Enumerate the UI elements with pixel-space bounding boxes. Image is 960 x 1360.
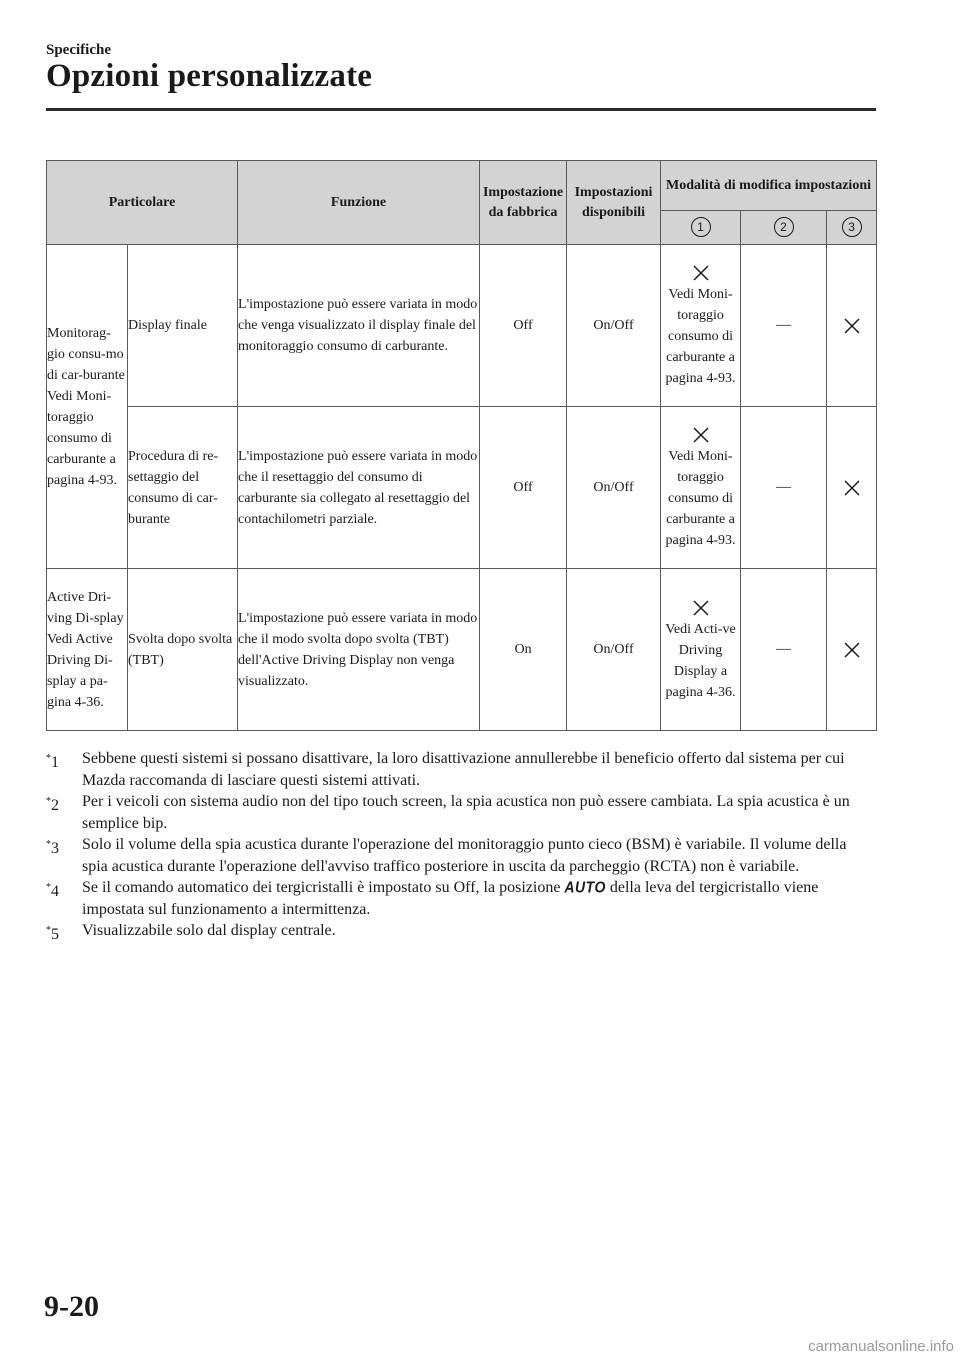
footnote-text-part: Se il comando automatico dei tergicristalli è impostato su Off, la posizione bbox=[82, 879, 561, 896]
circled-number-icon: 1 bbox=[691, 217, 711, 237]
circled-number-icon: 3 bbox=[842, 217, 862, 237]
function-cell: Procedura di re-settaggio del consumo di car-burante bbox=[128, 407, 238, 569]
dash-mark: — bbox=[776, 641, 792, 657]
cross-icon bbox=[692, 264, 710, 282]
circled-number-icon: 2 bbox=[774, 217, 794, 237]
method-note: Vedi Moni-toraggio consumo di carburante a pagina 4-93. bbox=[665, 287, 736, 386]
method-3-cell bbox=[827, 245, 877, 407]
auto-icon: AUTO bbox=[564, 878, 606, 896]
header-method-3 bbox=[827, 211, 877, 245]
header-impostazioni-disponibili: Impostazioni disponibili bbox=[567, 161, 661, 245]
method-1-cell bbox=[661, 245, 741, 407]
function-cell: Display finale bbox=[128, 245, 238, 407]
description-cell: L'impostazione può essere variata in modo che il resettaggio del consumo di carburante sia collegato al resettaggio del contachilometri parziale. bbox=[238, 407, 480, 569]
footnote-text: Sebbene questi sistemi si possano disattivare, la loro disattivazione annullerebbe il beneficio offerto dal sistema per cui Mazda raccomanda di lasciare questi sistemi attivati. bbox=[82, 750, 845, 789]
footnote-mark: *3 bbox=[46, 839, 59, 857]
method-2-cell bbox=[741, 569, 827, 731]
method-3-cell bbox=[827, 569, 877, 731]
section-label: Specifiche bbox=[46, 42, 111, 58]
header-method-1 bbox=[661, 211, 741, 245]
header-particolare: Particolare bbox=[47, 161, 238, 245]
method-note: Vedi Acti-ve Driving Display a pagina 4-36. bbox=[665, 621, 736, 700]
method-2-cell bbox=[741, 245, 827, 407]
factory-setting-cell: On bbox=[480, 569, 567, 731]
footnote bbox=[46, 920, 876, 946]
cross-icon bbox=[843, 479, 861, 497]
available-settings-cell: On/Off bbox=[567, 407, 661, 569]
method-2-cell bbox=[741, 407, 827, 569]
cross-icon bbox=[692, 426, 710, 444]
footnote bbox=[46, 834, 876, 877]
method-1-cell bbox=[661, 569, 741, 731]
description-cell: L'impostazione può essere variata in modo che il modo svolta dopo svolta (TBT) dell'Active Driving Display non venga visualizzato. bbox=[238, 569, 480, 731]
function-cell: Svolta dopo svolta (TBT) bbox=[128, 569, 238, 731]
factory-setting-cell: Off bbox=[480, 245, 567, 407]
footnote-text-part: della leva del tergicristallo viene impostata sul funzionamento a intermittenza. bbox=[82, 879, 819, 918]
factory-setting-cell: Off bbox=[480, 407, 567, 569]
footnote-mark: *5 bbox=[46, 925, 59, 943]
watermark: carmanualsonline.info bbox=[808, 1338, 954, 1355]
header-funzione: Funzione bbox=[238, 161, 480, 245]
footnote-text: Solo il volume della spia acustica durante l'operazione del monitoraggio punto cieco (BSM) è variabile. Il volume della spia acustica durante l'operazione dell'avviso traffico posteriore in uscita da parcheggio (RCTA) non è variabile. bbox=[82, 836, 847, 875]
header-impostazione-fabbrica: Impostazione da fabbrica bbox=[480, 161, 567, 245]
cross-icon bbox=[692, 599, 710, 617]
description-cell: L'impostazione può essere variata in modo che venga visualizzato il display finale del monitoraggio consumo di carburante. bbox=[238, 245, 480, 407]
footnote bbox=[46, 877, 876, 920]
available-settings-cell: On/Off bbox=[567, 569, 661, 731]
dash-mark: — bbox=[776, 479, 792, 495]
table-row bbox=[47, 407, 877, 569]
footnote-text bbox=[82, 877, 876, 920]
method-1-cell bbox=[661, 407, 741, 569]
table-row bbox=[47, 245, 877, 407]
footnotes bbox=[46, 748, 876, 946]
page-number: 9-20 bbox=[44, 1290, 99, 1323]
header-method-2 bbox=[741, 211, 827, 245]
method-3-cell bbox=[827, 407, 877, 569]
method-note: Vedi Moni-toraggio consumo di carburante a pagina 4-93. bbox=[665, 449, 736, 548]
footnote bbox=[46, 791, 876, 834]
custom-options-table bbox=[46, 160, 877, 731]
footnote-text: Visualizzabile solo dal display centrale. bbox=[82, 922, 336, 939]
footnote bbox=[46, 748, 876, 791]
dash-mark: — bbox=[776, 317, 792, 333]
footnote-mark: *4 bbox=[46, 882, 59, 900]
header-modalita-modifica: Modalità di modifica impostazioni bbox=[661, 161, 877, 211]
page-title: Opzioni personalizzate bbox=[46, 58, 373, 94]
title-rule bbox=[46, 108, 876, 111]
cross-icon bbox=[843, 641, 861, 659]
footnote-mark: *1 bbox=[46, 753, 59, 771]
table-row bbox=[47, 569, 877, 731]
cross-icon bbox=[843, 317, 861, 335]
group-cell: Active Dri-ving Di-splay Vedi Active Driving Di-splay a pa-gina 4-36. bbox=[47, 569, 128, 731]
footnote-mark: *2 bbox=[46, 796, 59, 814]
available-settings-cell: On/Off bbox=[567, 245, 661, 407]
footnote-text: Per i veicoli con sistema audio non del tipo touch screen, la spia acustica non può essere cambiata. La spia acustica è un semplice bip. bbox=[82, 793, 850, 832]
group-cell: Monitorag-gio consu-mo di car-burante Vedi Moni-toraggio consumo di carburante a pagina 4-93. bbox=[47, 245, 128, 569]
